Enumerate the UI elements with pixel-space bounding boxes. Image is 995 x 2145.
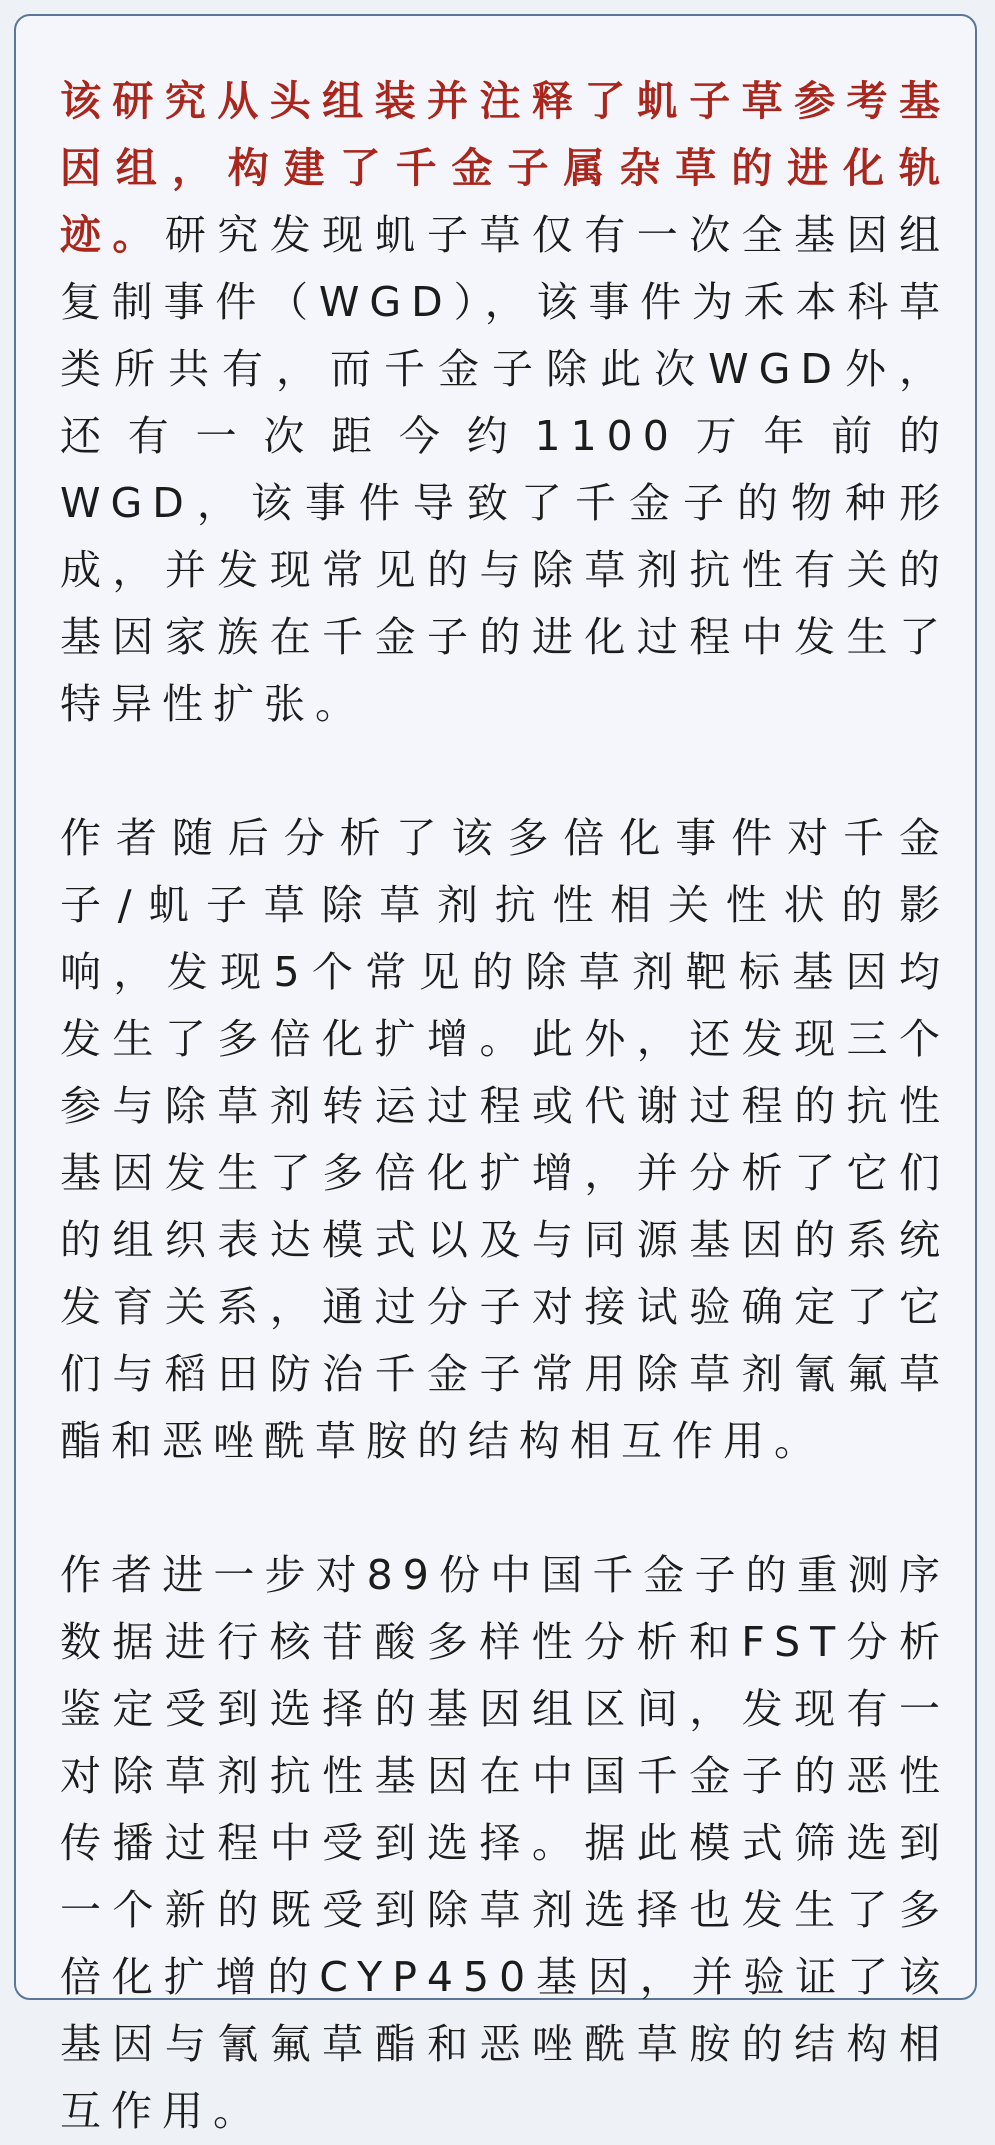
paragraph-1 [60,68,950,738]
paragraph-2-text: 作者随后分析了该多倍化事件对千金子/虮子草除草剂抗性相关性状的影响，发现5个常见的除草剂靶标基因均发生了多倍化扩增。此外，还发现三个参与除草剂转运过程或代谢过程的抗性基因发生了多倍化扩增，并分析了它们的组织表达模式以及与同源基因的系统发育关系，通过分子对接试验确定了它们与稻田防治千金子常用除草剂氰氟草酯和恶唑酰草胺的结构相互作用。 [60,814,950,1465]
paragraph-1-text: 研究发现虮子草仅有一次全基因组复制事件（WGD），该事件为禾本科草类所共有，而千金子除此次WGD外，还有一次距今约1100万年前的WGD，该事件导致了千金子的物种形成，并发现常见的与除草剂抗性有关的基因家族在千金子的进化过程中发生了特异性扩张。 [60,211,950,728]
paragraph-3-text: 作者进一步对89份中国千金子的重测序数据进行核苷酸多样性分析和FST分析鉴定受到选择的基因组区间，发现有一对除草剂抗性基因在中国千金子的恶性传播过程中受到选择。据此模式筛选到一个新的既受到除草剂选择也发生了多倍化扩增的CYP450基因，并验证了该基因与氰氟草酯和恶唑酰草胺的结构相互作用。 [60,1551,950,2135]
paragraph-1-highlight: 该研究从头组装并注释了虮子草参考基因组，构建了千金子属杂草的进化轨迹。 [60,77,950,259]
text-card [14,14,977,2135]
article-body [60,68,950,2145]
paragraph-3 [60,1542,950,2145]
paragraph-2 [60,805,950,1475]
